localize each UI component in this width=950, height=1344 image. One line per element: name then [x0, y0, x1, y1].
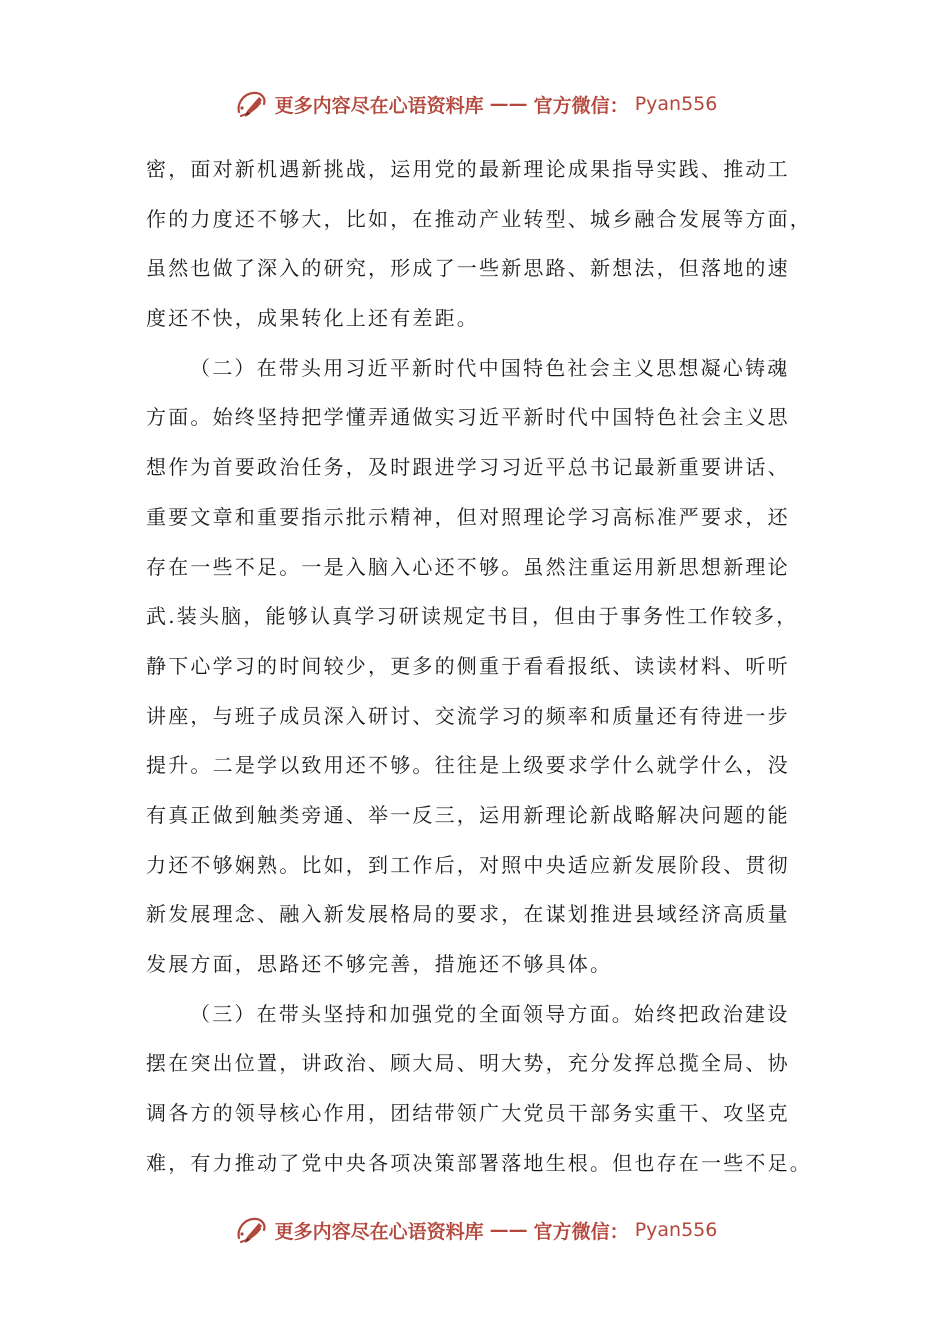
text-line: 有真正做到触类旁通、举一反三，运用新理论新战略解决问题的能 — [146, 802, 790, 827]
brand-text: 更多内容尽在心语资料库 — [274, 94, 484, 117]
text-line: 想作为首要政治任务，及时跟进学习习近平总书记最新重要讲话、 — [146, 455, 790, 480]
text-line: 力还不够娴熟。比如，到工作后，对照中央适应新发展阶段、贯彻 — [146, 852, 790, 877]
wechat-id: Pyan556 — [634, 1219, 718, 1241]
text-line: 存在一些不足。一是入脑入心还不够。虽然注重运用新思想新理论 — [146, 554, 790, 579]
text-line: 方面。始终坚持把学懂弄通做实习近平新时代中国特色社会主义思 — [146, 405, 790, 430]
document-body — [146, 145, 826, 1188]
text-line: 武.装头脑，能够认真学习研读规定书目，但由于事务性工作较多， — [146, 604, 799, 629]
text-line: 密，面对新机遇新挑战，运用党的最新理论成果指导实践、推动工 — [146, 157, 790, 181]
brand-text: 更多内容尽在心语资料库 — [274, 1220, 484, 1243]
text-line: 作的力度还不够大，比如，在推动产业转型、城乡融合发展等方面， — [146, 206, 812, 231]
text-line: 难，有力推动了党中央各项决策部署落地生根。但也存在一些不足。 — [146, 1150, 812, 1175]
section-heading-line: （三）在带头坚持和加强党的全面领导方面。始终把政治建设 — [190, 1001, 790, 1026]
text-line: 静下心学习的时间较少，更多的侧重于看看报纸、读读材料、听听 — [146, 653, 790, 678]
text-line: 讲座，与班子成员深入研讨、交流学习的频率和质量还有待进一步 — [146, 703, 790, 728]
text-line: 调各方的领导核心作用，团结带领广大党员干部务实重干、攻坚克 — [146, 1101, 790, 1126]
footer-banner — [0, 1210, 950, 1250]
text-line: 提升。二是学以致用还不够。往往是上级要求学什么就学什么，没 — [146, 753, 790, 778]
wechat-label: 官方微信： — [533, 1220, 629, 1243]
text-line: 度还不快，成果转化上还有差距。 — [146, 306, 479, 331]
header-banner — [0, 84, 950, 124]
wechat-label: 官方微信： — [533, 94, 629, 117]
brand-separator: —— — [489, 93, 528, 115]
text-line: 摆在突出位置，讲政治、顾大局、明大势，充分发挥总揽全局、协 — [146, 1051, 790, 1076]
pen-logo-icon — [233, 1212, 269, 1248]
text-line: 发展方面，思路还不够完善，措施还不够具体。 — [146, 952, 613, 976]
section-heading-line: （二）在带头用习近平新时代中国特色社会主义思想凝心铸魂 — [190, 355, 790, 380]
text-line: 重要文章和重要指示批示精神，但对照理论学习高标准严要求，还 — [146, 504, 790, 529]
pen-logo-icon — [233, 86, 269, 122]
brand-separator: —— — [489, 1219, 528, 1241]
wechat-id: Pyan556 — [634, 93, 718, 115]
text-line: 新发展理念、融入新发展格局的要求，在谋划推进县域经济高质量 — [146, 902, 790, 927]
text-line: 虽然也做了深入的研究，形成了一些新思路、新想法，但落地的速 — [146, 256, 790, 281]
